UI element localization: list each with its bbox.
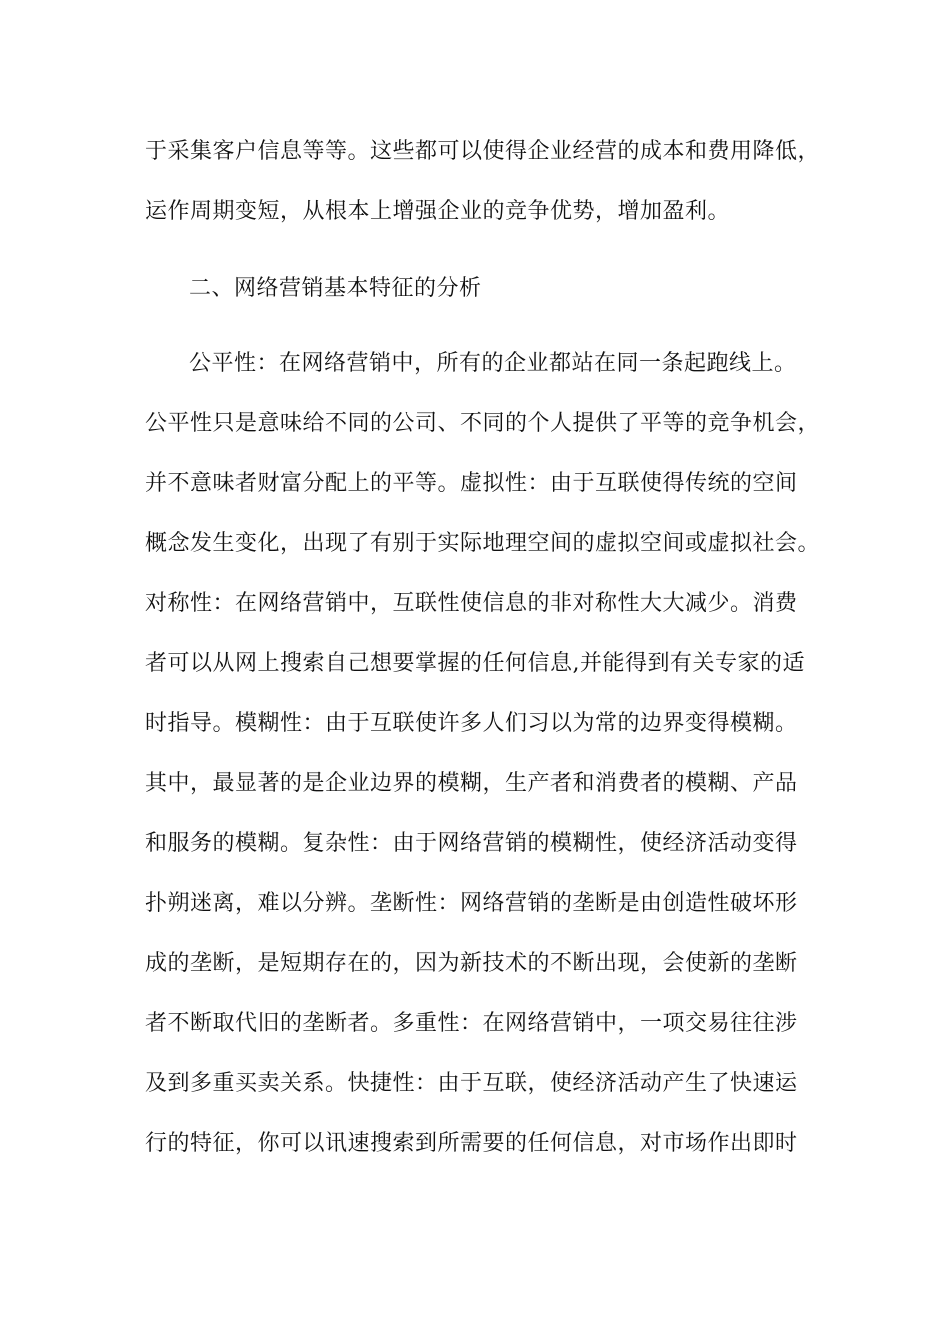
paragraph-2-line-3: 并不意味者财富分配上的平等。虚拟性：由于互联使得传统的空间 [145, 471, 798, 496]
paragraph-2-line-13: 及到多重买卖关系。快捷性：由于互联，使经济活动产生了快速运 [145, 1071, 798, 1096]
paragraph-2-line-10: 扑朔迷离，难以分辨。垄断性：网络营销的垄断是由创造性破坏形 [145, 891, 798, 916]
paragraph-2-line-5: 对称性：在网络营销中，互联性使信息的非对称性大大减少。消费 [145, 591, 798, 616]
paragraph-2-line-7: 时指导。模糊性：由于互联使许多人们习以为常的边界变得模糊。 [145, 711, 798, 736]
paragraph-2-line-4: 概念发生变化，出现了有别于实际地理空间的虚拟空间或虚拟社会。 [145, 531, 821, 556]
paragraph-2-line-12: 者不断取代旧的垄断者。多重性：在网络营销中，一项交易往往涉 [145, 1011, 798, 1036]
paragraph-1-line-2: 运作周期变短，从根本上增强企业的竞争优势，增加盈利。 [145, 199, 731, 224]
paragraph-2-line-1: 公平性：在网络营销中，所有的企业都站在同一条起跑线上。 [189, 351, 797, 376]
paragraph-2-line-14: 行的特征，你可以讯速搜索到所需要的任何信息，对市场作出即时 [145, 1131, 798, 1156]
paragraph-1-line-1: 于采集客户信息等等。这些都可以使得企业经营的成本和费用降低， [145, 139, 821, 164]
paragraph-2-line-8: 其中，最显著的是企业边界的模糊，生产者和消费者的模糊、产品 [145, 771, 798, 796]
paragraph-2-line-6: 者可以从网上搜索自己想要掌握的任何信息,并能得到有关专家的适 [145, 651, 805, 676]
paragraph-2-line-9: 和服务的模糊。复杂性：由于网络营销的模糊性，使经济活动变得 [145, 831, 798, 856]
section-heading: 二、网络营销基本特征的分析 [189, 276, 482, 301]
paragraph-2-line-11: 成的垄断，是短期存在的，因为新技术的不断出现，会使新的垄断 [145, 951, 798, 976]
paragraph-2-line-2: 公平性只是意味给不同的公司、不同的个人提供了平等的竞争机会， [145, 411, 821, 436]
